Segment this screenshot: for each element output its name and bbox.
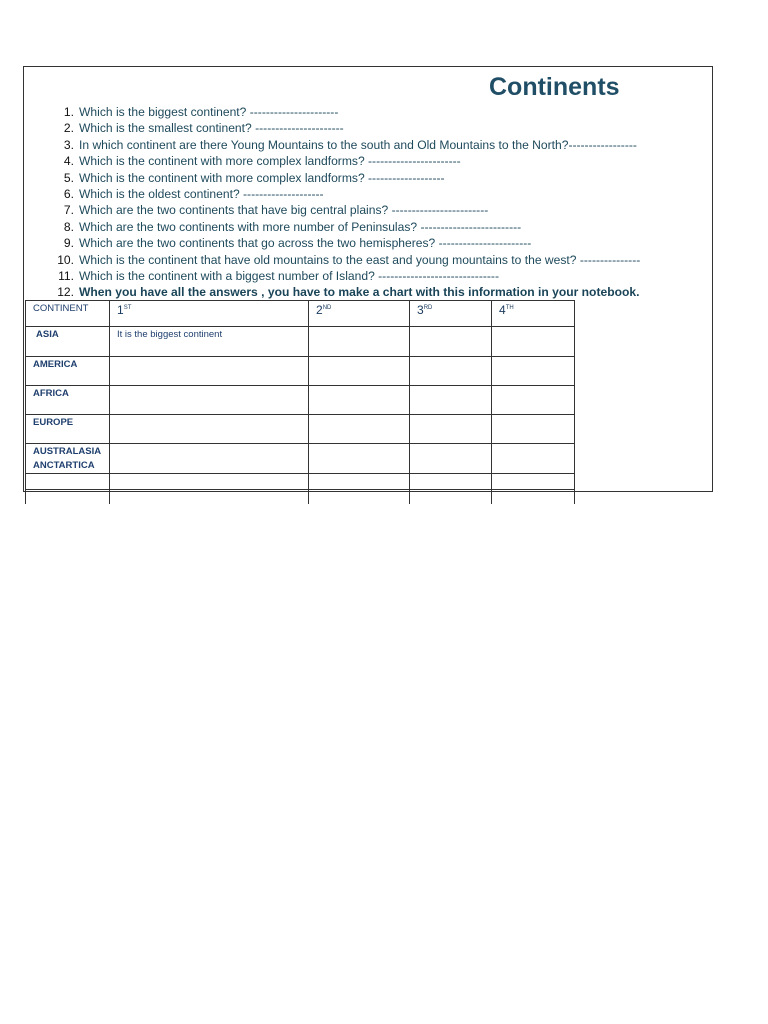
- row-label-australasia: AUSTRALASIA ANCTARTICA: [26, 444, 110, 474]
- table-cell: [410, 327, 492, 357]
- table-cell: [309, 490, 410, 504]
- table-cell: [492, 386, 575, 415]
- table-cell: [410, 357, 492, 386]
- question-number: 8.: [63, 219, 74, 234]
- table-row: [26, 474, 575, 490]
- table-cell: It is the biggest continent: [110, 327, 309, 357]
- question-number: 12.: [57, 285, 74, 300]
- question-text: Which is the continent with more complex landforms? -----------------------: [79, 154, 461, 169]
- table-cell: [110, 357, 309, 386]
- answer-chart-table: [25, 300, 575, 504]
- question-number: 6.: [63, 186, 74, 201]
- question-text: Which is the continent with a biggest number of Island? ------------------------------: [79, 268, 499, 283]
- question-number: 5.: [63, 170, 74, 185]
- table-row: [26, 386, 575, 415]
- row-label-america: AMERICA: [26, 357, 110, 386]
- header-continent: CONTINENT: [26, 301, 110, 327]
- question-number: 7.: [63, 203, 74, 218]
- table-cell: [110, 490, 309, 504]
- table-cell: [492, 490, 575, 504]
- table-row: [26, 357, 575, 386]
- table-cell: [110, 386, 309, 415]
- question-number: 4.: [63, 154, 74, 169]
- question-text: Which is the oldest continent? --------------------: [79, 186, 324, 201]
- table-cell: [26, 474, 110, 490]
- header-1st: 1ST: [110, 301, 309, 327]
- question-text: Which is the continent with more complex landforms? -------------------: [79, 170, 445, 185]
- table-cell: [309, 357, 410, 386]
- table-cell: [410, 474, 492, 490]
- table-cell: [410, 386, 492, 415]
- question-text: Which is the continent that have old mountains to the east and young mountains to the west? ---------------: [79, 252, 641, 267]
- table-cell: [410, 415, 492, 444]
- question-number: 2.: [63, 121, 74, 136]
- row-label-africa: AFRICA: [26, 386, 110, 415]
- table-row: [26, 327, 575, 357]
- question-number: 1.: [63, 105, 74, 119]
- row-label-asia: ASIA: [26, 327, 110, 357]
- table-cell: [309, 474, 410, 490]
- table-cell: [492, 357, 575, 386]
- table-row: [26, 415, 575, 444]
- page-title: Continents: [489, 73, 620, 101]
- table-cell: [492, 327, 575, 357]
- table-cell: [110, 415, 309, 444]
- table-row: [26, 444, 575, 474]
- instruction-text: When you have all the answers , you have to make a chart with this information in your notebook.: [79, 285, 640, 300]
- table-cell: [309, 415, 410, 444]
- question-text: In which continent are there Young Mountains to the south and Old Mountains to the North?-----------------: [79, 137, 637, 152]
- question-text: Which is the biggest continent? ----------------------: [79, 105, 339, 119]
- question-number: 10.: [57, 252, 74, 267]
- table-row: [26, 490, 575, 504]
- question-number: 3.: [63, 137, 74, 152]
- table-cell: [410, 490, 492, 504]
- question-number: 11.: [58, 268, 74, 283]
- row-label-europe: EUROPE: [26, 415, 110, 444]
- table-cell: [492, 444, 575, 474]
- question-text: Which are the two continents that go across the two hemispheres? -----------------------: [79, 236, 532, 251]
- header-2nd: 2ND: [309, 301, 410, 327]
- table-cell: [492, 415, 575, 444]
- question-number: 9.: [63, 236, 74, 251]
- table-cell: [26, 490, 110, 504]
- table-header-row: [26, 301, 575, 327]
- question-text: Which is the smallest continent? ----------------------: [79, 121, 344, 136]
- header-4th: 4TH: [492, 301, 575, 327]
- table-cell: [492, 474, 575, 490]
- table-cell: [309, 327, 410, 357]
- header-3rd: 3RD: [410, 301, 492, 327]
- table-cell: [110, 444, 309, 474]
- table-cell: [110, 474, 309, 490]
- question-text: Which are the two continents that have big central plains? ------------------------: [79, 203, 489, 218]
- table-cell: [410, 444, 492, 474]
- table-cell: [309, 444, 410, 474]
- question-text: Which are the two continents with more number of Peninsulas? -------------------------: [79, 219, 522, 234]
- table-cell: [309, 386, 410, 415]
